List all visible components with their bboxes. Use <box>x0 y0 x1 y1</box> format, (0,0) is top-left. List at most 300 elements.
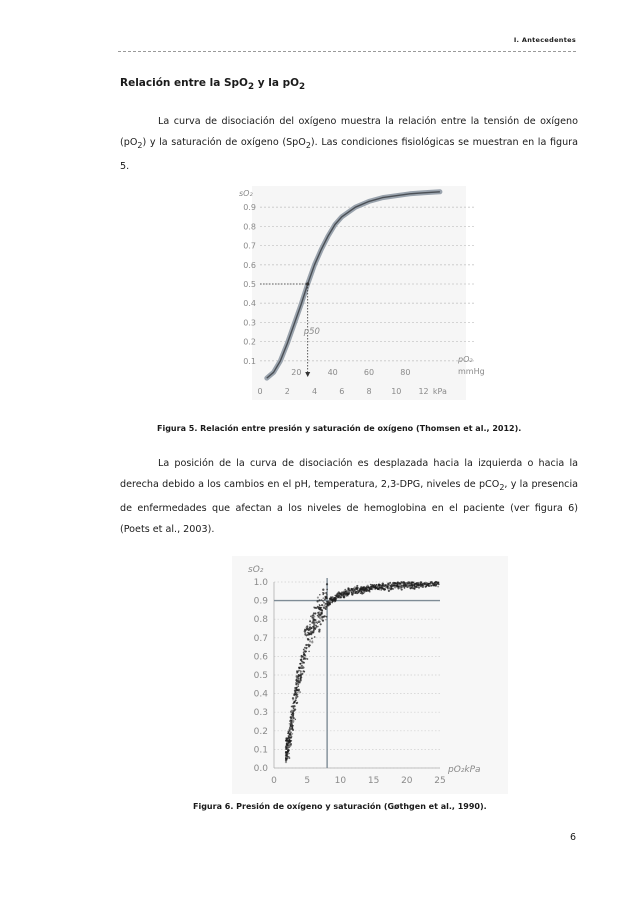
scatter-point <box>311 641 313 643</box>
scatter-point <box>288 757 290 759</box>
text-run: La curva de disociación del oxígeno muestra la relación entre la tensión de oxígeno (pO <box>120 116 578 148</box>
scatter-point <box>319 605 321 607</box>
scatter-point <box>401 586 403 588</box>
scatter-point <box>289 743 291 745</box>
scatter-point <box>402 583 404 585</box>
x-tick-label-kpa: 10 <box>391 387 402 396</box>
scatter-point <box>298 684 299 685</box>
x-tick-label-kpa: 0 <box>257 387 263 396</box>
scatter-point <box>354 586 356 588</box>
scatter-point <box>304 650 306 652</box>
scatter-point <box>407 586 409 588</box>
scatter-point <box>292 729 294 731</box>
scatter-point <box>290 712 292 714</box>
scatter-point <box>345 591 347 593</box>
section-title-part: Relación entre la SpO <box>120 77 248 89</box>
scatter-point <box>437 582 439 584</box>
scatter-point <box>399 583 401 585</box>
scatter-point <box>312 632 314 634</box>
scatter-point <box>290 716 292 718</box>
scatter-point <box>314 612 316 614</box>
scatter-point <box>351 593 353 595</box>
scatter-point <box>420 581 422 583</box>
scatter-point <box>317 597 319 599</box>
scatter-point <box>321 599 323 601</box>
scatter-point <box>333 598 335 600</box>
scatter-point <box>353 591 355 593</box>
scatter-point <box>300 660 302 662</box>
scatter-point <box>322 592 324 594</box>
scatter-point <box>314 636 316 638</box>
scatter-point <box>313 617 314 618</box>
scatter-point <box>382 587 383 588</box>
p50-annotation: p50 <box>303 327 320 337</box>
scatter-point <box>295 696 297 698</box>
scatter-point <box>321 609 323 611</box>
scatter-point <box>285 739 287 741</box>
scatter-point <box>392 585 394 587</box>
scatter-point <box>325 619 326 620</box>
x-tick-label-kpa: 6 <box>339 387 345 396</box>
scatter-point <box>301 655 303 657</box>
scatter-point <box>329 600 331 602</box>
scatter-point <box>388 587 390 589</box>
scatter-point <box>305 644 307 646</box>
scatter-point <box>293 705 295 707</box>
figure-6-caption: Figura 6. Presión de oxígeno y saturación (Gøthgen et al., 1990). <box>193 802 487 811</box>
scatter-point <box>306 627 308 629</box>
scatter-point <box>309 626 311 628</box>
scatter-point <box>429 584 431 586</box>
figure-6 <box>232 556 508 794</box>
scatter-point <box>296 702 298 704</box>
x-tick-label-mmhg: 60 <box>363 368 375 377</box>
scatter-point <box>403 584 405 586</box>
scatter-point <box>320 613 322 615</box>
scatter-point <box>419 584 421 586</box>
scatter-point <box>338 596 340 598</box>
scatter-point <box>299 691 301 693</box>
x-tick-label-mmhg: 40 <box>327 368 338 377</box>
scatter-point <box>314 625 316 627</box>
scatter-point <box>297 685 299 687</box>
scatter-point <box>399 585 400 586</box>
scatter-point <box>367 590 369 592</box>
scatter-point <box>386 586 388 588</box>
scatter-point <box>397 586 399 588</box>
scatter-point <box>299 663 301 665</box>
scatter-point <box>325 606 327 608</box>
scatter-point <box>388 590 390 592</box>
scatter-point <box>293 713 295 715</box>
subscript: 2 <box>299 82 306 93</box>
scatter-point <box>395 583 397 585</box>
scatter-point <box>309 624 310 625</box>
header-rule <box>118 51 576 52</box>
scatter-point <box>288 740 290 742</box>
scatter-point <box>363 587 365 589</box>
scatter-point <box>314 627 316 629</box>
scatter-point <box>396 584 398 586</box>
scatter-point <box>292 703 294 705</box>
scatter-point <box>326 583 328 585</box>
y-tick-label: 0.9 <box>243 203 256 213</box>
scatter-point <box>436 583 438 585</box>
scatter-point <box>314 607 316 609</box>
scatter-point <box>385 587 387 589</box>
scatter-point <box>322 589 324 591</box>
subscript: 2 <box>247 82 255 93</box>
scatter-point <box>356 591 358 593</box>
scatter-point <box>325 592 327 594</box>
scatter-point <box>308 633 310 635</box>
scatter-point <box>296 671 298 673</box>
scatter-point <box>370 584 372 586</box>
y-tick-label: 0.1 <box>243 356 256 366</box>
scatter-point <box>433 583 435 585</box>
scatter-point <box>321 618 323 620</box>
scatter-point <box>297 694 298 695</box>
scatter-point <box>293 708 295 710</box>
scatter-point <box>327 601 329 603</box>
section-title-part: y la pO <box>254 77 300 89</box>
scatter-point <box>399 587 401 589</box>
scatter-point <box>300 676 302 678</box>
y-axis-label: sO₂ <box>239 189 253 198</box>
figure-5 <box>230 186 490 406</box>
scatter-point <box>322 597 324 599</box>
scatter-point <box>291 710 293 712</box>
scatter-point <box>341 591 343 593</box>
running-head: I. Antecedentes <box>513 36 576 44</box>
plot-background <box>252 186 466 400</box>
scatter-point <box>309 620 311 622</box>
y-tick-label: 0.8 <box>243 222 256 232</box>
x-tick-label-mmhg: 20 <box>291 368 302 377</box>
scatter-point <box>297 679 299 681</box>
scatter-point <box>404 587 406 589</box>
scatter-point <box>324 599 326 601</box>
scatter-point <box>289 730 290 731</box>
x-tick-label-mmhg: 80 <box>400 368 411 377</box>
scatter-point <box>318 614 319 615</box>
scatter-point <box>318 629 320 631</box>
scatter-point <box>295 682 297 684</box>
subscript: 2 <box>305 140 311 150</box>
x-tick-label: 5 <box>304 776 311 786</box>
subscript: 2 <box>137 140 143 150</box>
scatter-point <box>309 639 310 640</box>
scatter-point <box>309 644 311 646</box>
y-tick-label: 0.0 <box>253 764 268 774</box>
x-axis-label-lower: mmHg <box>458 367 485 376</box>
scatter-point <box>309 629 311 631</box>
scatter-point <box>340 596 342 598</box>
scatter-point <box>306 635 307 636</box>
figure-5-caption: Figura 5. Relación entre presión y saturación de oxígeno (Thomsen et al., 2012). <box>157 424 522 433</box>
y-tick-label: 0.4 <box>243 299 256 309</box>
p50-point <box>306 282 309 285</box>
scatter-point <box>394 584 395 585</box>
scatter-point <box>325 603 327 605</box>
scatter-point <box>383 588 385 590</box>
scatter-point <box>323 600 324 601</box>
scatter-point <box>290 725 292 727</box>
y-tick-label: 0.4 <box>253 689 268 700</box>
text-run: , y la presencia de enfermedades que afectan a los niveles de hemoglobina en el paciente (ver figura 6) (Poets et al., 2003). <box>120 479 578 535</box>
scatter-point <box>393 586 395 588</box>
x-tick-label: 15 <box>367 776 380 786</box>
paragraph-2 <box>120 453 578 540</box>
scatter-point <box>289 745 291 747</box>
scatter-point <box>312 614 314 616</box>
scatter-point <box>413 587 415 589</box>
scatter-point <box>364 588 366 590</box>
scatter-point <box>312 626 314 628</box>
scatter-point <box>397 583 399 585</box>
scatter-point <box>323 607 325 609</box>
x-axis-label-upper: pO₂ <box>458 355 473 364</box>
scatter-point <box>317 612 319 614</box>
scatter-point <box>373 584 375 586</box>
scatter-point <box>324 615 326 617</box>
scatter-point <box>319 599 321 601</box>
scatter-point <box>434 581 436 583</box>
paragraph-1 <box>120 111 578 177</box>
y-tick-label: 1.0 <box>253 578 268 588</box>
scatter-point <box>380 589 381 590</box>
scatter-point <box>425 582 426 583</box>
subscript: 2 <box>499 482 505 492</box>
scatter-point <box>295 719 296 720</box>
scatter-point <box>401 589 403 591</box>
y-tick-label: 0.9 <box>253 596 268 607</box>
scatter-point <box>361 586 363 588</box>
saturation-scatter-chart <box>232 556 508 794</box>
scatter-point <box>303 658 305 660</box>
scatter-point <box>415 586 417 588</box>
dissociation-curve-chart <box>230 186 490 406</box>
scatter-point <box>348 589 350 591</box>
scatter-point <box>302 666 304 668</box>
scatter-point <box>318 616 320 618</box>
text-run: ). Las condiciones fisiológicas se muestran en la figura 5. <box>120 137 578 172</box>
scatter-point <box>287 750 289 752</box>
scatter-point <box>287 730 289 732</box>
y-tick-label: 0.3 <box>243 318 256 328</box>
scatter-point <box>410 586 412 588</box>
scatter-point <box>300 671 302 673</box>
scatter-point <box>291 706 293 708</box>
y-tick-label: 0.1 <box>253 745 268 756</box>
scatter-point <box>285 751 287 753</box>
y-tick-label: 0.6 <box>253 652 268 663</box>
scatter-point <box>289 736 291 738</box>
scatter-point <box>316 600 318 602</box>
y-tick-label: 0.6 <box>243 260 256 270</box>
scatter-point <box>291 735 293 737</box>
scatter-point <box>360 593 362 595</box>
y-tick-label: 0.2 <box>253 726 268 737</box>
scatter-point <box>431 585 433 587</box>
scatter-point <box>297 692 299 694</box>
scatter-point <box>326 616 328 618</box>
scatter-point <box>310 631 312 633</box>
scatter-point <box>360 589 362 591</box>
y-tick-label: 0.7 <box>243 241 256 251</box>
scatter-point <box>296 676 298 678</box>
scatter-point <box>372 588 374 590</box>
scatter-point <box>414 583 416 585</box>
scatter-point <box>411 584 413 586</box>
scatter-point <box>430 581 432 583</box>
page-number: 6 <box>569 832 576 843</box>
scatter-point <box>366 588 368 590</box>
scatter-point <box>343 596 345 598</box>
scatter-point <box>380 586 382 588</box>
scatter-point <box>301 662 303 664</box>
x-tick-label-kpa: 4 <box>311 387 318 396</box>
section-title <box>120 77 305 92</box>
scatter-point <box>292 699 294 701</box>
scatter-point <box>427 583 429 585</box>
scatter-point <box>421 583 423 585</box>
scatter-point <box>326 589 328 591</box>
x-tick-label: 25 <box>434 776 446 786</box>
scatter-point <box>425 586 427 588</box>
scatter-point <box>326 594 327 595</box>
scatter-point <box>309 640 311 642</box>
scatter-point <box>298 678 300 680</box>
scatter-point <box>307 638 309 640</box>
scatter-point <box>371 586 373 588</box>
scatter-point <box>323 602 325 604</box>
scatter-point <box>335 595 337 597</box>
scatter-point <box>304 629 306 631</box>
scatter-point <box>313 629 315 631</box>
y-tick-label: 0.8 <box>253 615 268 626</box>
text-run: La posición de la curva de disociación es desplazada hacia la izquierda o hacia la derecha debido a los cambios en el pH, temperatura, 2,3-DPG, niveles de pCO <box>120 458 578 490</box>
scatter-point <box>288 732 290 734</box>
x-tick-label: 20 <box>401 776 413 786</box>
scatter-point <box>377 587 379 589</box>
scatter-point <box>319 607 320 608</box>
scatter-point <box>348 593 350 595</box>
x-tick-label-kpa: 2 <box>284 387 290 396</box>
y-tick-label: 0.5 <box>243 280 256 289</box>
scatter-point <box>312 620 314 622</box>
scatter-point <box>306 625 308 627</box>
scatter-point <box>418 587 420 589</box>
scatter-point <box>321 616 323 618</box>
scatter-point <box>294 689 296 691</box>
scatter-point <box>286 743 288 745</box>
scatter-point <box>382 582 384 584</box>
scatter-point <box>303 654 305 656</box>
scatter-point <box>288 753 289 754</box>
scatter-point <box>304 671 306 673</box>
scatter-point <box>332 600 334 602</box>
y-tick-label: 0.5 <box>253 671 268 681</box>
x-tick-label-kpa: 12 <box>418 387 429 396</box>
scatter-point <box>308 651 310 653</box>
scatter-point <box>338 591 340 593</box>
scatter-point <box>299 675 301 677</box>
y-tick-label: 0.2 <box>243 337 256 347</box>
scatter-point <box>291 733 293 735</box>
scatter-point <box>375 584 377 586</box>
scatter-point <box>330 597 332 599</box>
text-run: ) y la saturación de oxígeno (SpO <box>142 137 306 148</box>
scatter-point <box>361 592 363 594</box>
scatter-point <box>293 694 295 696</box>
x-axis-label: pO₂kPa <box>448 765 481 775</box>
scatter-point <box>320 623 322 625</box>
scatter-point <box>357 587 358 588</box>
scatter-point <box>360 591 362 593</box>
scatter-point <box>296 680 297 681</box>
scatter-point <box>345 595 347 597</box>
scatter-point <box>400 582 402 584</box>
y-axis-label: sO₂ <box>248 565 264 575</box>
scatter-point <box>403 581 405 583</box>
scatter-point <box>366 586 368 588</box>
scatter-point <box>291 714 293 716</box>
scatter-point <box>391 587 393 589</box>
scatter-point <box>295 698 297 700</box>
scatter-point <box>318 620 320 622</box>
scatter-point <box>298 667 300 669</box>
scatter-point <box>414 585 416 587</box>
x-tick-label-kpa: 8 <box>366 387 372 396</box>
scatter-point <box>285 755 287 757</box>
x-tick-label: 0 <box>271 776 277 786</box>
scatter-point <box>378 584 380 586</box>
scatter-point <box>416 583 418 585</box>
scatter-point <box>437 586 439 588</box>
scatter-point <box>313 623 315 625</box>
scatter-point <box>321 604 323 606</box>
y-tick-label: 0.7 <box>253 633 268 644</box>
scatter-point <box>315 621 317 623</box>
y-tick-label: 0.3 <box>253 708 268 719</box>
scatter-point <box>387 583 389 585</box>
scatter-point <box>431 583 432 584</box>
scatter-point <box>324 604 326 606</box>
scatter-point <box>294 701 296 703</box>
scatter-point <box>376 586 378 588</box>
scatter-point <box>306 648 308 650</box>
x-unit-label: kPa <box>432 387 447 396</box>
scatter-point <box>384 584 386 586</box>
scatter-point <box>311 637 313 639</box>
scatter-point <box>292 714 294 716</box>
scatter-point <box>314 619 316 621</box>
scatter-point <box>307 658 309 660</box>
scatter-point <box>293 709 295 711</box>
scatter-point <box>351 589 353 591</box>
scatter-point <box>317 606 319 608</box>
scatter-point <box>286 758 288 760</box>
scatter-point <box>423 582 425 584</box>
scatter-point <box>407 581 409 583</box>
scatter-point <box>319 594 320 595</box>
scatter-point <box>292 717 293 718</box>
scatter-point <box>291 720 293 722</box>
scatter-point <box>289 733 291 735</box>
scatter-point <box>325 597 327 599</box>
scatter-point <box>291 723 292 724</box>
